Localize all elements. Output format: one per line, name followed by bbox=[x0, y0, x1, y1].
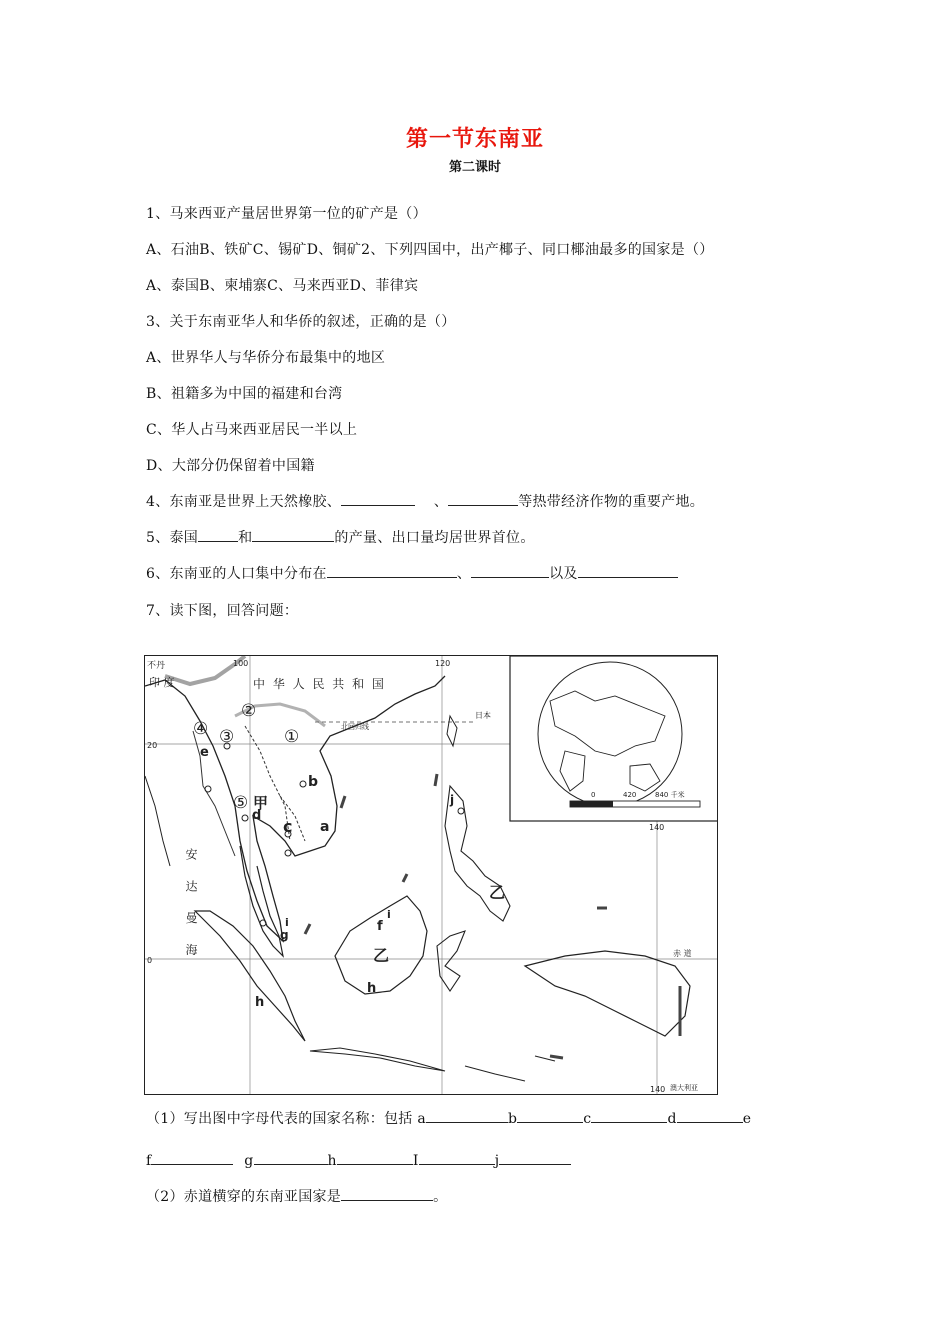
label-letter-i-peninsula: i bbox=[285, 916, 289, 929]
question-5-text-3: 的产量、出口量均居世界首位。 bbox=[334, 530, 535, 546]
scale-bar-segment bbox=[570, 801, 613, 807]
question-3: 3、关于东南亚华人和华侨的叙述，正确的是（） bbox=[146, 314, 456, 330]
question-6-sep: 、 bbox=[456, 566, 472, 582]
label-letter-j: j bbox=[450, 793, 455, 807]
label-letter-d: d bbox=[252, 808, 262, 823]
label-scale-840: 840 千米 bbox=[655, 791, 685, 799]
answer-blank-b[interactable] bbox=[517, 1108, 583, 1123]
label-lon-100: 100 bbox=[233, 659, 249, 668]
question-1: 1、马来西亚产量居世界第一位的矿产是（） bbox=[146, 206, 427, 222]
label-letter-f: f bbox=[377, 919, 383, 934]
label-num-2: ② bbox=[241, 701, 257, 721]
label-num-1: ① bbox=[284, 727, 300, 747]
sub-question-1-text: （1）写出图中字母代表的国家名称：包括 a bbox=[146, 1111, 427, 1127]
label-lat-0: 0 bbox=[147, 956, 153, 965]
question-5-text-1: 5、泰国 bbox=[146, 530, 199, 546]
answer-blank-g[interactable] bbox=[254, 1150, 328, 1165]
label-china: 中 华 人 民 共 和 国 bbox=[253, 677, 386, 691]
label-lon-120: 120 bbox=[435, 659, 451, 668]
doc-subtitle: 第二课时 bbox=[448, 160, 501, 175]
question-2-options: A、泰国B、柬埔寨C、马来西亚D、菲律宾 bbox=[146, 278, 419, 294]
answer-blank-a[interactable] bbox=[426, 1108, 508, 1123]
answer-blank-f[interactable] bbox=[151, 1150, 233, 1165]
label-letter-e: e bbox=[200, 745, 209, 760]
sub-question-1-i: I bbox=[412, 1153, 419, 1169]
southeast-asia-map bbox=[144, 655, 718, 1095]
sub-question-1-f: f bbox=[146, 1153, 152, 1169]
taiwan-coast bbox=[447, 716, 457, 746]
label-andaman-sea: 安 达 曼 海 bbox=[184, 848, 198, 964]
islands-coast bbox=[465, 1056, 555, 1081]
sub-question-1-b: b bbox=[508, 1111, 518, 1127]
label-scale-420: 420 bbox=[623, 791, 637, 799]
question-4-sep: 、 bbox=[433, 494, 449, 510]
label-letter-h-sumatra: h bbox=[255, 995, 265, 1010]
label-yi-borneo: 乙 bbox=[373, 946, 390, 965]
label-india: 印 度 bbox=[149, 676, 175, 689]
label-scale-0: 0 bbox=[591, 791, 596, 799]
sulawesi-coast bbox=[437, 931, 465, 991]
label-bhutan: 不丹 bbox=[147, 661, 166, 671]
inset-frame bbox=[510, 656, 718, 821]
label-yi-philippines: 乙 bbox=[489, 883, 506, 902]
answer-blank-equator[interactable] bbox=[341, 1186, 433, 1201]
sub-question-1-d: d bbox=[667, 1111, 677, 1127]
label-tropic: 北回归线 bbox=[341, 723, 369, 731]
label-lat-20: 20 bbox=[147, 741, 158, 750]
question-4-text-1: 4、东南亚是世界上天然橡胶、 bbox=[146, 494, 342, 510]
label-num-4: ④ bbox=[193, 719, 209, 739]
answer-blank-c[interactable] bbox=[591, 1108, 667, 1123]
label-letter-g: g bbox=[280, 928, 289, 942]
answer-blank[interactable] bbox=[327, 563, 457, 578]
question-3-option-a: A、世界华人与华侨分布最集中的地区 bbox=[146, 350, 386, 366]
doc-title: 第一节东南亚 bbox=[405, 127, 544, 152]
sub-question-2-end: 。 bbox=[433, 1189, 448, 1205]
answer-blank[interactable] bbox=[252, 527, 334, 542]
question-5 bbox=[146, 527, 535, 547]
sub-question-1-line-1 bbox=[146, 1108, 751, 1128]
question-7: 7、读下图，回答问题： bbox=[146, 603, 299, 619]
map-drawing bbox=[145, 656, 718, 1095]
sub-question-1-h: h bbox=[327, 1153, 337, 1169]
label-equator: 赤 道 bbox=[673, 949, 692, 958]
question-1-options: A、石油B、铁矿C、锡矿D、铜矿2、下列四国中，出产椰子、同口椰油最多的国家是（） bbox=[146, 242, 714, 258]
city-markers bbox=[205, 743, 464, 926]
answer-blank-d[interactable] bbox=[677, 1108, 743, 1123]
label-num-3: ③ bbox=[219, 727, 235, 747]
label-letter-i-borneo: i bbox=[387, 908, 391, 921]
label-lon-140-bottom: 140 bbox=[650, 1085, 666, 1094]
sub-question-1-line-2 bbox=[146, 1150, 571, 1169]
java-coast bbox=[310, 1048, 445, 1071]
answer-blank-h[interactable] bbox=[337, 1150, 413, 1165]
sub-question-2 bbox=[146, 1186, 447, 1206]
label-japan: 日本 bbox=[475, 711, 491, 720]
question-6-text-1: 6、东南亚的人口集中分布在 bbox=[146, 566, 327, 582]
label-lon-140: 140 bbox=[649, 823, 665, 832]
sub-question-1-g: g bbox=[244, 1153, 254, 1169]
label-letter-b: b bbox=[308, 774, 319, 790]
label-letter-c: c bbox=[283, 817, 293, 836]
question-3-option-b: B、祖籍多为中国的福建和台湾 bbox=[146, 386, 343, 402]
sub-question-1-j: j bbox=[494, 1153, 500, 1169]
label-num-5: ⑤ bbox=[233, 793, 249, 813]
question-3-option-d: D、大部分仍保留着中国籍 bbox=[146, 458, 315, 474]
question-5-text-2: 和 bbox=[238, 530, 253, 546]
new-guinea-coast bbox=[525, 951, 690, 1036]
question-4 bbox=[146, 491, 704, 511]
india-coast bbox=[145, 776, 170, 866]
answer-blank[interactable] bbox=[341, 491, 415, 506]
question-3-option-c: C、华人占马来西亚居民一半以上 bbox=[146, 422, 358, 438]
label-jia: 甲 bbox=[253, 794, 269, 812]
answer-blank[interactable] bbox=[198, 527, 238, 542]
answer-blank[interactable] bbox=[471, 563, 549, 578]
label-letter-a: a bbox=[320, 819, 330, 835]
label-australia: 澳大利亚 bbox=[670, 1084, 698, 1092]
question-6-text-2: 以及 bbox=[549, 566, 578, 582]
borneo-coast bbox=[335, 896, 427, 994]
sub-question-2-text: （2）赤道横穿的东南亚国家是 bbox=[146, 1189, 342, 1205]
sub-question-1-e: e bbox=[742, 1111, 752, 1127]
answer-blank[interactable] bbox=[578, 563, 678, 578]
question-4-text-2: 等热带经济作物的重要产地。 bbox=[518, 494, 705, 510]
sub-question-1-c: c bbox=[583, 1111, 592, 1127]
label-letter-h-borneo: h bbox=[367, 981, 377, 996]
answer-blank[interactable] bbox=[448, 491, 518, 506]
answer-blank-j[interactable] bbox=[499, 1150, 571, 1165]
answer-blank-i[interactable] bbox=[419, 1150, 495, 1165]
question-6 bbox=[146, 563, 678, 583]
